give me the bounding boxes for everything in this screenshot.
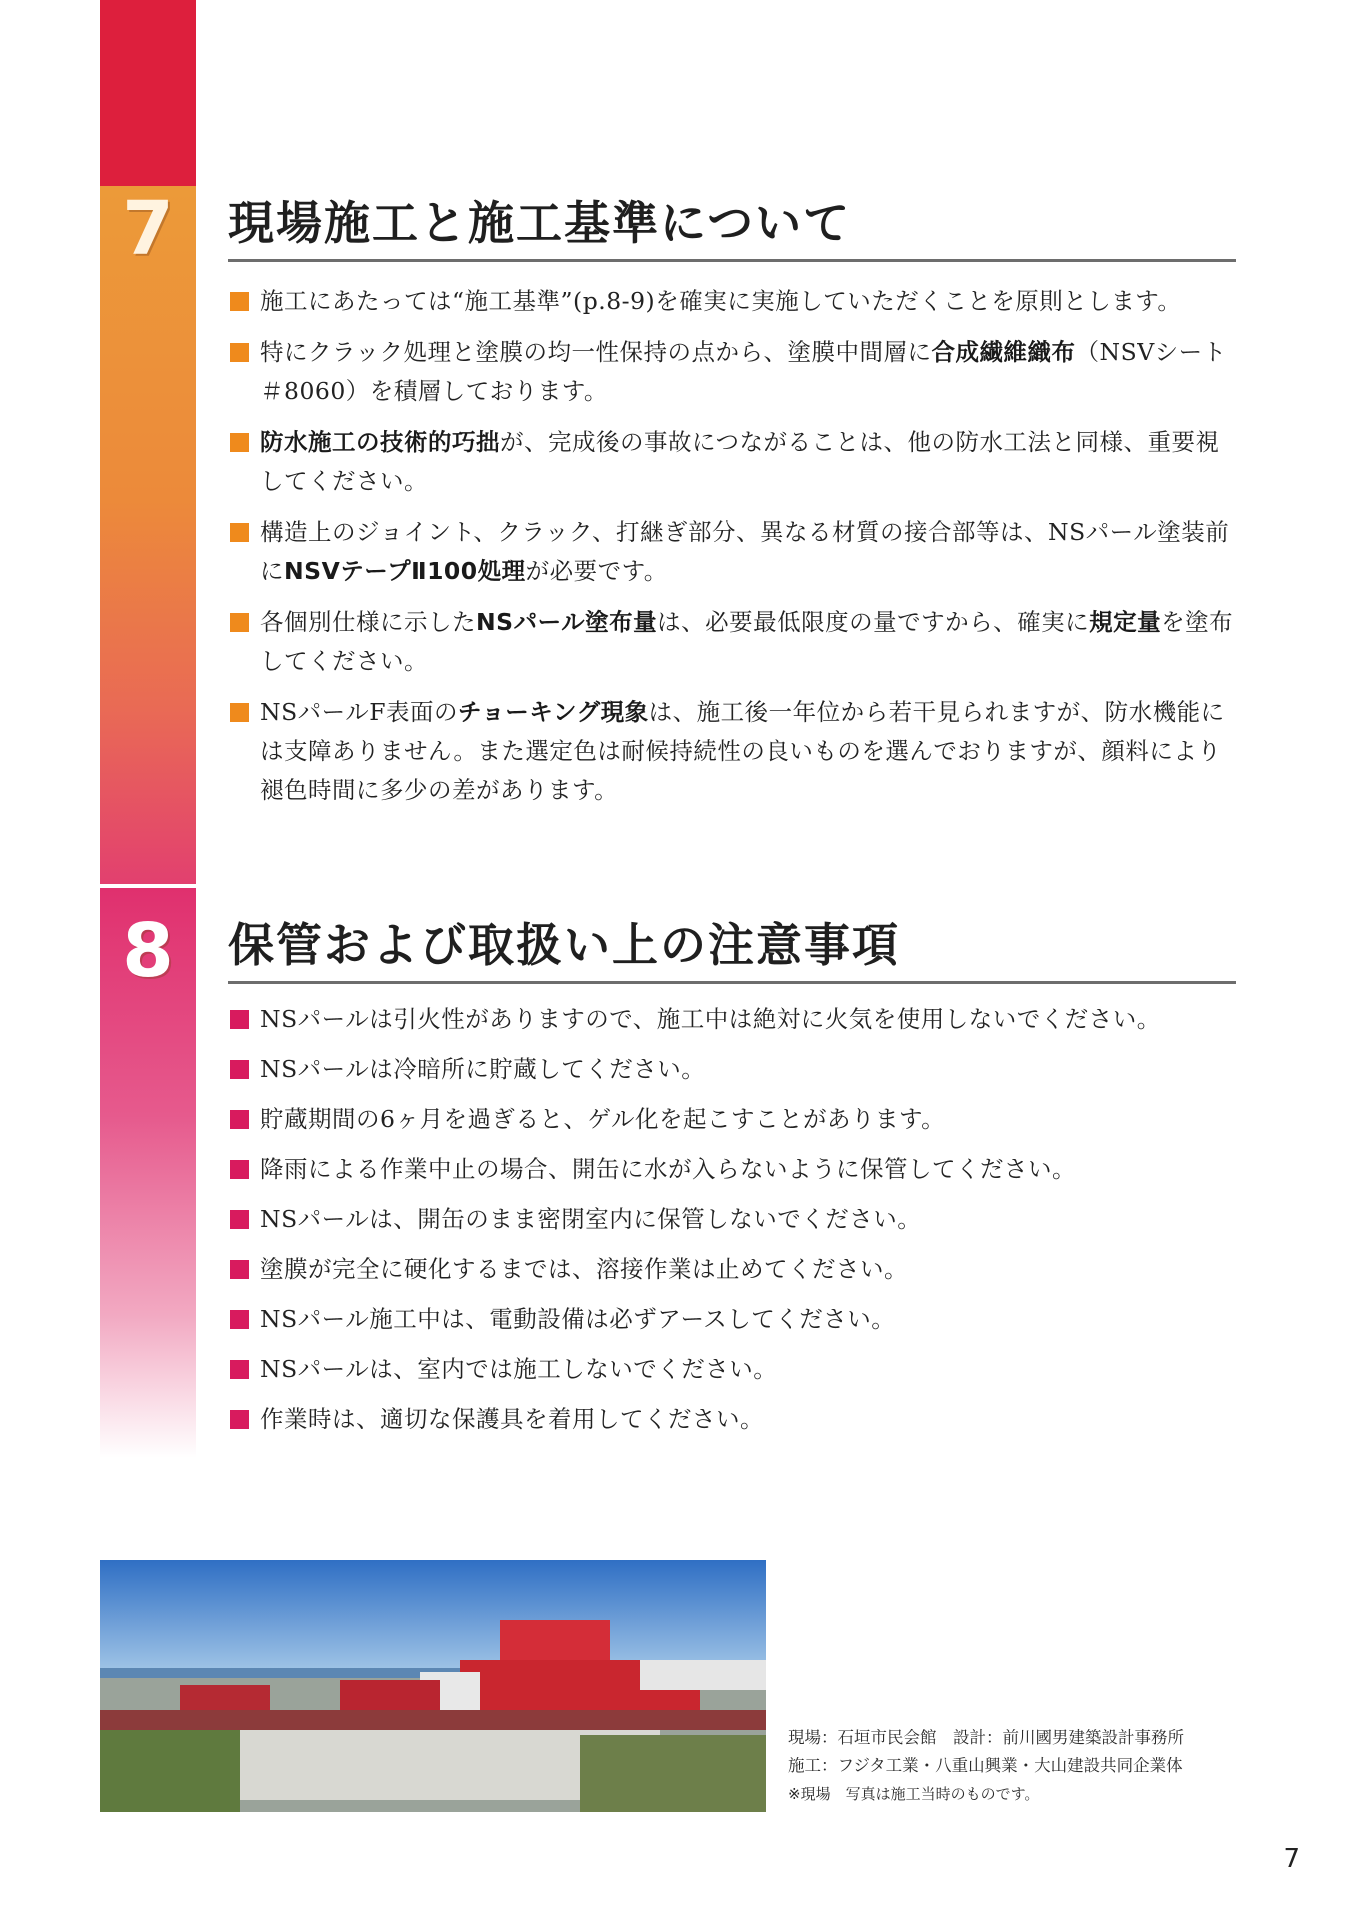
caption-line: 現場：石垣市民会館 設計：前川國男建築設計事務所 [788,1728,1184,1747]
list-item: 作業時は、適切な保護具を着用してください。 [228,1400,1238,1439]
emphasis-text: NSVテープⅡ100処理 [284,557,526,585]
color-band-top [100,0,196,186]
bullet-square-icon [230,1260,249,1279]
list-item: 施工にあたっては“施工基準”(p.8-9)を確実に実施していただくことを原則とします。 [228,282,1238,321]
emphasis-text: NSパール塗布量 [476,608,658,636]
section-7-number: 7 [122,186,174,272]
list-item: NSパールは引火性がありますので、施工中は絶対に火気を使用しないでください。 [228,1000,1238,1039]
emphasis-text: 防水施工の技術的巧拙 [260,428,500,456]
bullet-square-icon [230,613,249,632]
bullet-square-icon [230,1110,249,1129]
bullet-square-icon [230,1060,249,1079]
emphasis-text: チョーキング現象 [458,698,649,726]
emphasis-text: 合成繊維織布 [931,338,1076,366]
section-7-title: 現場施工と施工基準について [228,196,1236,262]
bullet-square-icon [230,703,249,722]
list-item: 特にクラック処理と塗膜の均一性保持の点から、塗膜中間層に合成繊維織布（NSVシート＃8060）を積層しております。 [228,333,1238,411]
list-item: NSパールは、室内では施工しないでください。 [228,1350,1238,1389]
list-item: 構造上のジョイント、クラック、打継ぎ部分、異なる材質の接合部等は、NSパール塗装前にNSVテープⅡ100処理が必要です。 [228,513,1238,591]
bullet-square-icon [230,1360,249,1379]
bullet-square-icon [230,1310,249,1329]
emphasis-text: 規定量 [1089,608,1162,636]
section-8-title: 保管および取扱い上の注意事項 [228,918,1236,984]
bullet-square-icon [230,343,249,362]
list-item: 貯蔵期間の6ヶ月を過ぎると、ゲル化を起こすことがあります。 [228,1100,1238,1139]
bullet-square-icon [230,292,249,311]
list-item: NSパール施工中は、電動設備は必ずアースしてください。 [228,1300,1238,1339]
list-item: NSパールF表面のチョーキング現象は、施工後一年位から若干見られますが、防水機能には支障ありません。また選定色は耐候持続性の良いものを選んでおりますが、顔料により褪色時間に多少の差があります。 [228,693,1238,810]
bullet-square-icon [230,1160,249,1179]
bullet-square-icon [230,1010,249,1029]
list-item: NSパールは、開缶のまま密閉室内に保管しないでください。 [228,1200,1238,1239]
list-item: NSパールは冷暗所に貯蔵してください。 [228,1050,1238,1089]
bullet-square-icon [230,433,249,452]
photo-caption [788,1724,1248,1808]
section-7-list [228,282,1238,822]
caption-line: 施工：フジタ工業・八重山興業・大山建設共同企業体 [788,1756,1183,1775]
section-8-number: 8 [122,908,174,994]
bullet-square-icon [230,1410,249,1429]
list-item: 各個別仕様に示したNSパール塗布量は、必要最低限度の量ですから、確実に規定量を塗布してください。 [228,603,1238,681]
list-item: 防水施工の技術的巧拙が、完成後の事故につながることは、他の防水工法と同様、重要視してください。 [228,423,1238,501]
bullet-square-icon [230,523,249,542]
bullet-square-icon [230,1210,249,1229]
list-item: 塗膜が完全に硬化するまでは、溶接作業は止めてください。 [228,1250,1238,1289]
section-7-color-band [100,186,196,884]
page-number: 7 [1283,1844,1300,1874]
caption-note: ※現場 写真は施工当時のものです。 [788,1785,1040,1803]
section-8-list [228,1000,1238,1450]
building-photo [100,1560,766,1812]
list-item: 降雨による作業中止の場合、開缶に水が入らないように保管してください。 [228,1150,1238,1189]
